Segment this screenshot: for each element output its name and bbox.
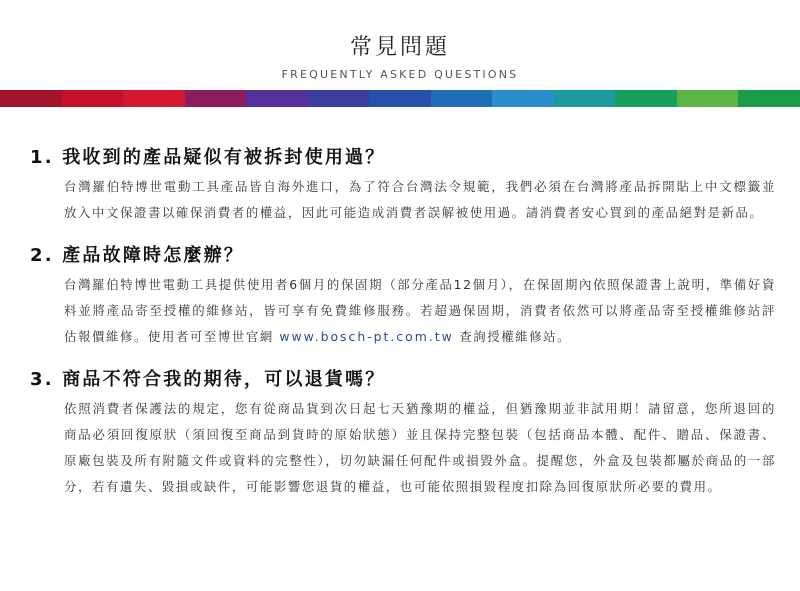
faq-question: 2. 產品故障時怎麼辦？ bbox=[30, 245, 245, 266]
decorative-color-bar bbox=[0, 90, 800, 107]
color-bar-segment bbox=[123, 90, 185, 107]
color-bar-segment bbox=[431, 90, 493, 107]
page-subtitle: FREQUENTLY ASKED QUESTIONS bbox=[281, 68, 519, 81]
color-bar-segment bbox=[492, 90, 554, 107]
faq-item bbox=[30, 146, 776, 226]
page-header bbox=[0, 0, 800, 82]
color-bar-segment bbox=[615, 90, 677, 107]
color-bar-segment bbox=[369, 90, 431, 107]
color-bar-segment bbox=[308, 90, 370, 107]
color-bar-segment bbox=[0, 90, 62, 107]
color-bar-segment bbox=[62, 90, 124, 107]
faq-answer: 台灣羅伯特博世電動工具產品皆自海外進口，為了符合台灣法令規範，我們必須在台灣將產品拆開貼上中文標籤並放入中文保證書以確保消費者的權益，因此可能造成消費者誤解被使用過。請消費者安心買到的產品絕對是新品。 bbox=[64, 179, 776, 220]
faq-answer: 依照消費者保護法的規定，您有從商品貨到次日起七天猶豫期的權益，但猶豫期並非試用期！請留意，您所退回的商品必須回復原狀（須回復至商品到貨時的原始狀態）並且保持完整包裝（包括商品本體、配件、贈品、保證書、原廠包裝及所有附隨文件或資料的完整性），切勿缺漏任何配件或損毀外盒。提醒您，外盒及包裝都屬於商品的一部分，若有遺失、毀損或缺件，可能影響您退貨的權益，也可能依照損毀程度扣除為回復原狀所必要的費用。 bbox=[64, 401, 776, 494]
color-bar-segment bbox=[554, 90, 616, 107]
page-title: 常見問題 bbox=[349, 35, 450, 60]
website-link[interactable]: www.bosch-pt.com.tw bbox=[279, 329, 454, 344]
faq-answer bbox=[64, 272, 776, 350]
faq-question: 1. 我收到的產品疑似有被拆封使用過？ bbox=[30, 147, 386, 168]
color-bar-segment bbox=[738, 90, 800, 107]
color-bar-segment bbox=[246, 90, 308, 107]
faq-answer-text: 查詢授權維修站。 bbox=[453, 329, 572, 344]
faq-item bbox=[30, 244, 776, 350]
color-bar-segment bbox=[185, 90, 247, 107]
color-bar-segment bbox=[677, 90, 739, 107]
faq-item bbox=[30, 368, 776, 500]
faq-answer-text: 台灣羅伯特博世電動工具提供使用者6個月的保固期（部分產品12個月），在保固期內依照保證書上說明，準備好資料並將產品寄至授權的維修站，皆可享有免費維修服務。若超過保固期，消費者依然可以將產品寄至授權維修站評估報價維修。使用者可至博世官網 bbox=[64, 277, 776, 344]
faq-question: 3. 商品不符合我的期待，可以退貨嗎？ bbox=[30, 369, 386, 390]
faq-list bbox=[30, 146, 776, 518]
